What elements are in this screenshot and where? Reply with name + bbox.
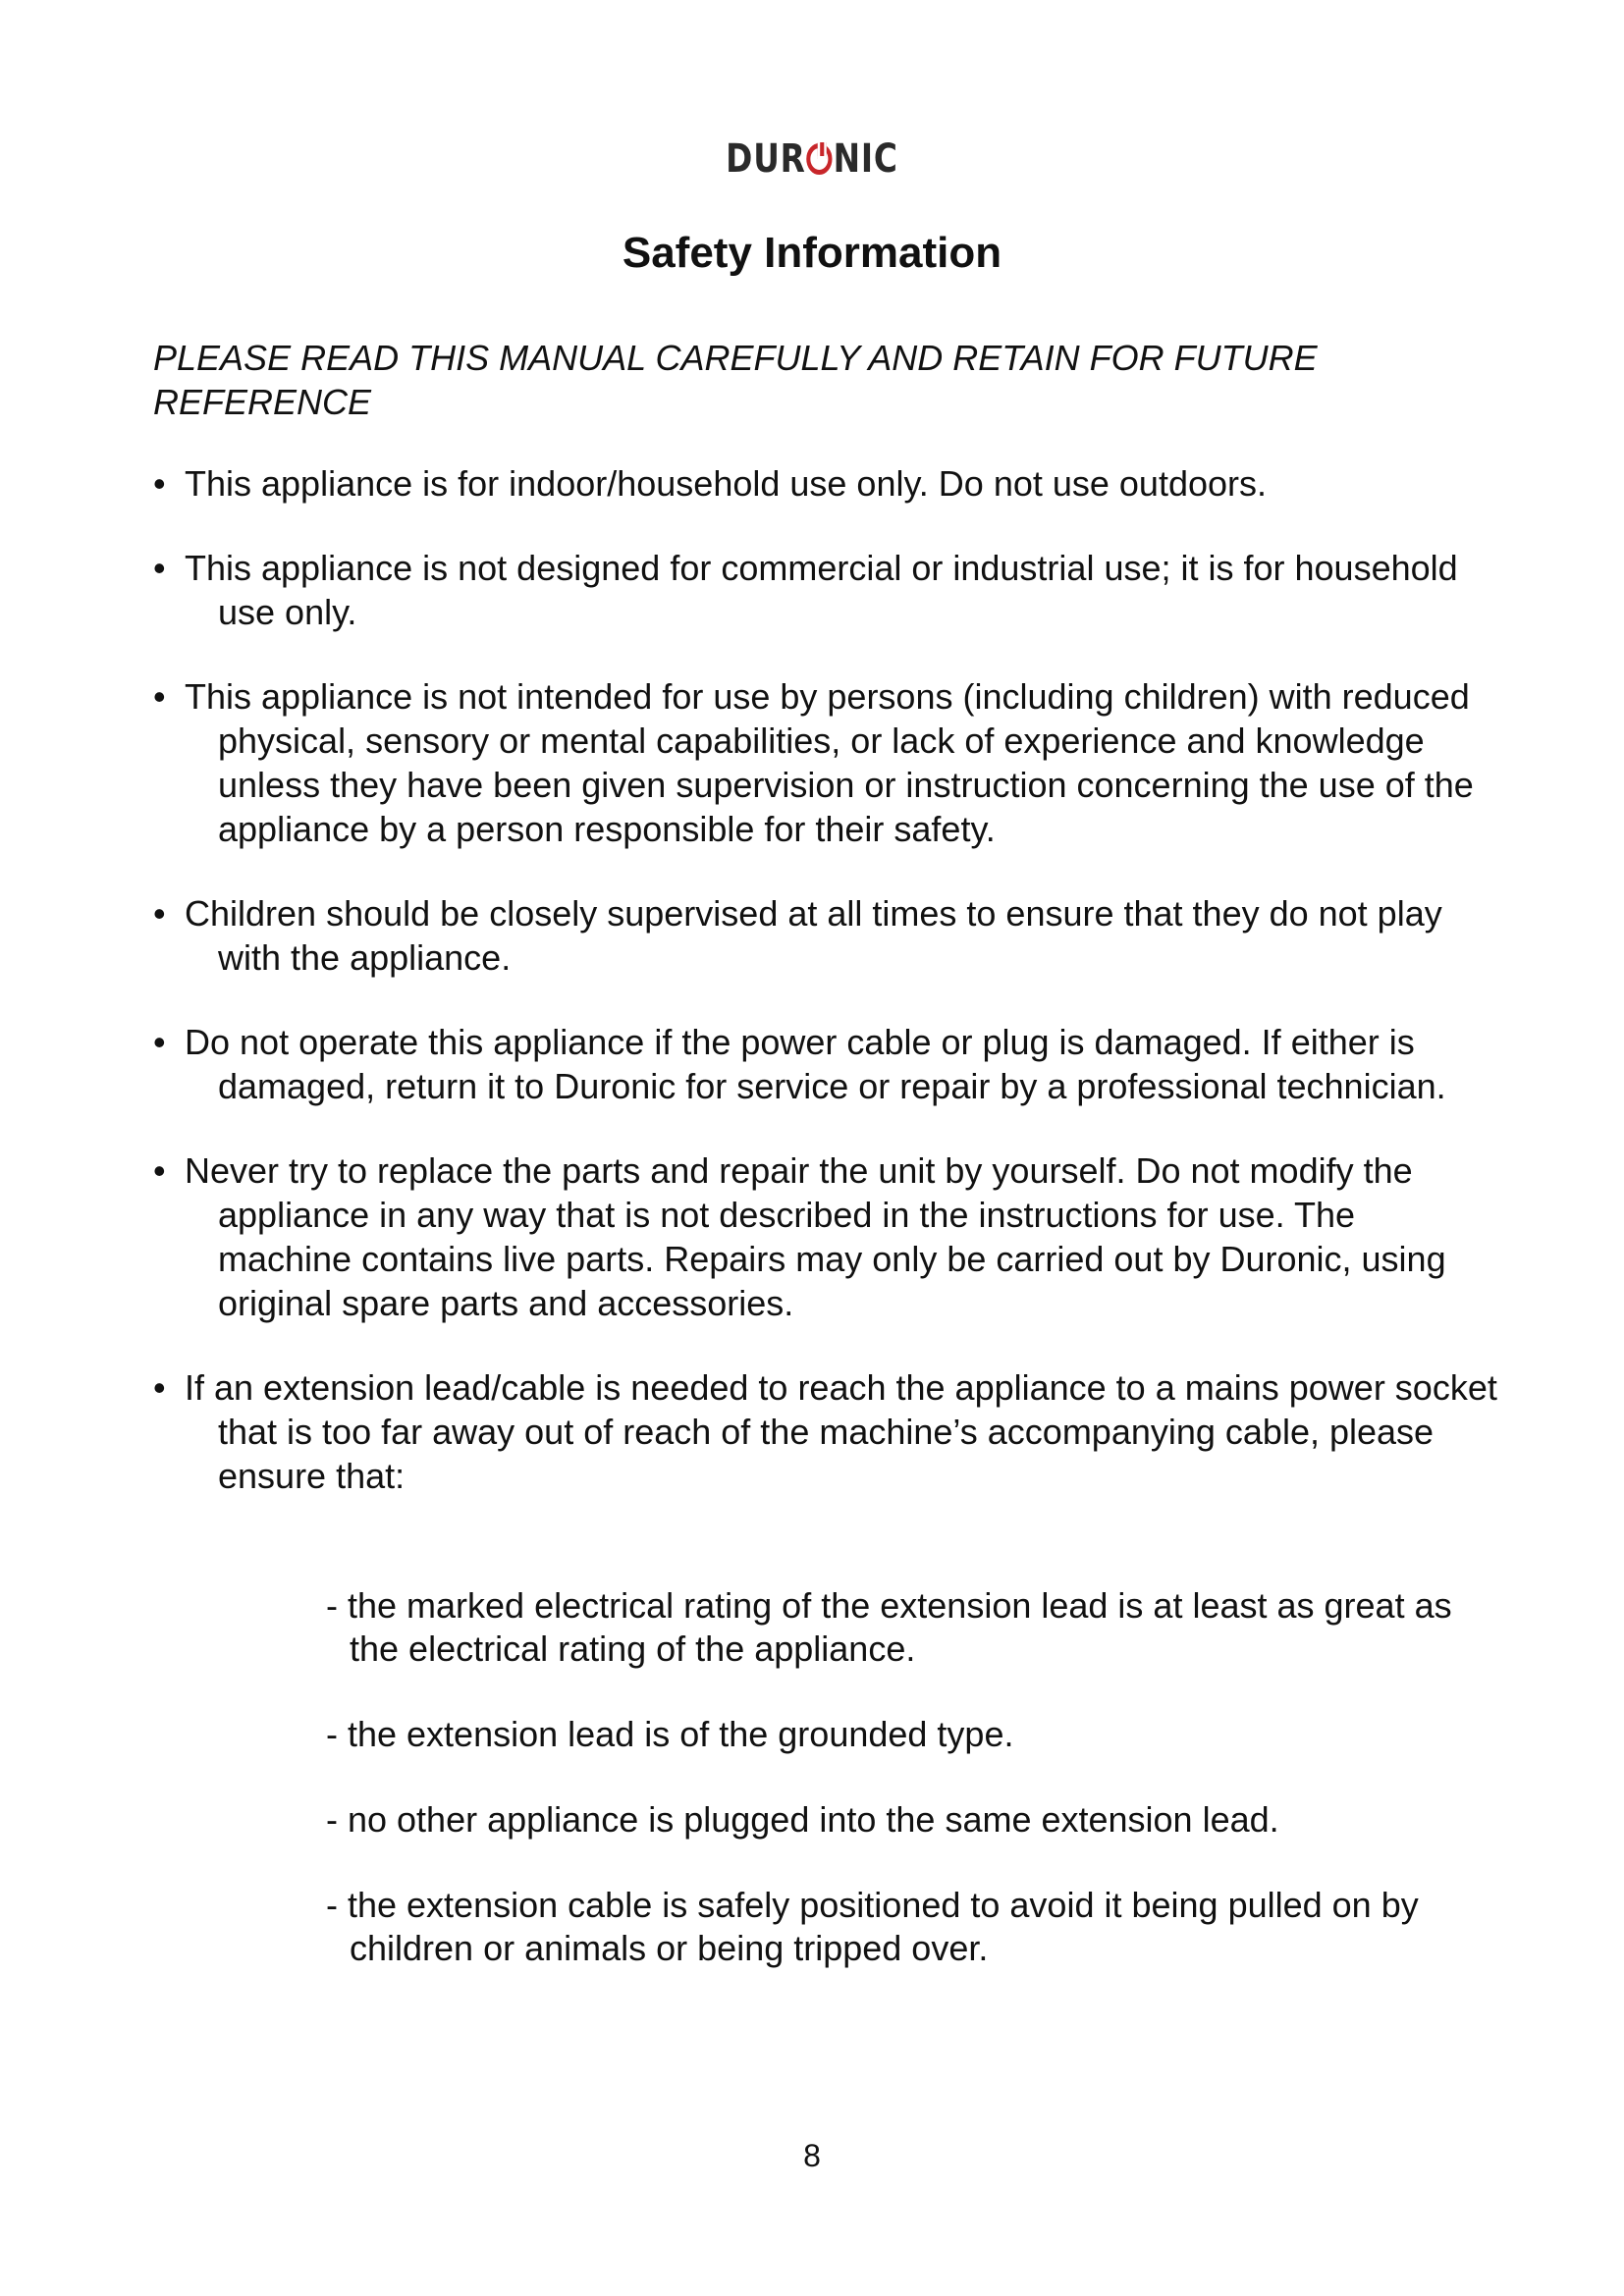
brand-logo [146, 135, 1478, 183]
list-item: • This appliance is not designed for commercial or industrial use; it is for household use only. [153, 548, 1458, 632]
list-item: • If an extension lead/cable is needed to reach the appliance to a mains power socket that is too far away out of reach of the machine’s accompanying cable, please ensure that: [153, 1367, 1497, 1496]
page-number: 8 [803, 2138, 821, 2173]
bullet-icon: • [153, 676, 166, 717]
safety-bullet-list [153, 461, 1498, 1538]
sub-list-item: - the extension cable is safely positioned to avoid it being pulled on by children or animals or being tripped over. [326, 1885, 1419, 1968]
bullet-icon: • [153, 1367, 166, 1408]
logo-text-end: NIC [833, 136, 898, 182]
bullet-icon: • [153, 893, 166, 934]
sub-list-item: - the marked electrical rating of the extension lead is at least as great as the electrical rating of the appliance. [326, 1585, 1452, 1669]
extension-lead-checklist [306, 1584, 1465, 2012]
read-manual-notice: PLEASE READ THIS MANUAL CAREFULLY AND RETAIN FOR FUTURE REFERENCE [153, 338, 1318, 422]
list-item: • Never try to replace the parts and repair the unit by yourself. Do not modify the appliance in any way that is not described in the instructions for use. The machine contains live parts. Repairs may only be carried out by Duronic, using original spare parts and accessories. [153, 1150, 1446, 1323]
list-item: • This appliance is not intended for use by persons (including children) with reduced physical, sensory or mental capabilities, or lack of experience and knowledge unless they have been given supervision or instruction concerning the use of the appliance by a person responsible for their safety. [153, 676, 1474, 849]
list-item: • Do not operate this appliance if the power cable or plug is damaged. If either is damaged, return it to Duronic for service or repair by a professional technician. [153, 1022, 1446, 1106]
logo-text-start: DUR [726, 136, 806, 182]
page-title: Safety Information [622, 229, 1002, 277]
list-item: • This appliance is for indoor/household use only. Do not use outdoors. [153, 463, 1268, 504]
bullet-icon: • [153, 548, 166, 588]
sub-list-item: - the extension lead is of the grounded type. [326, 1714, 1014, 1754]
bullet-icon: • [153, 1022, 166, 1062]
sub-list-item: - no other appliance is plugged into the same extension lead. [326, 1799, 1279, 1840]
list-item: • Children should be closely supervised at all times to ensure that they do not play with the appliance. [153, 893, 1442, 978]
power-button-icon [807, 143, 833, 175]
bullet-icon: • [153, 1150, 166, 1191]
bullet-icon: • [153, 463, 166, 504]
